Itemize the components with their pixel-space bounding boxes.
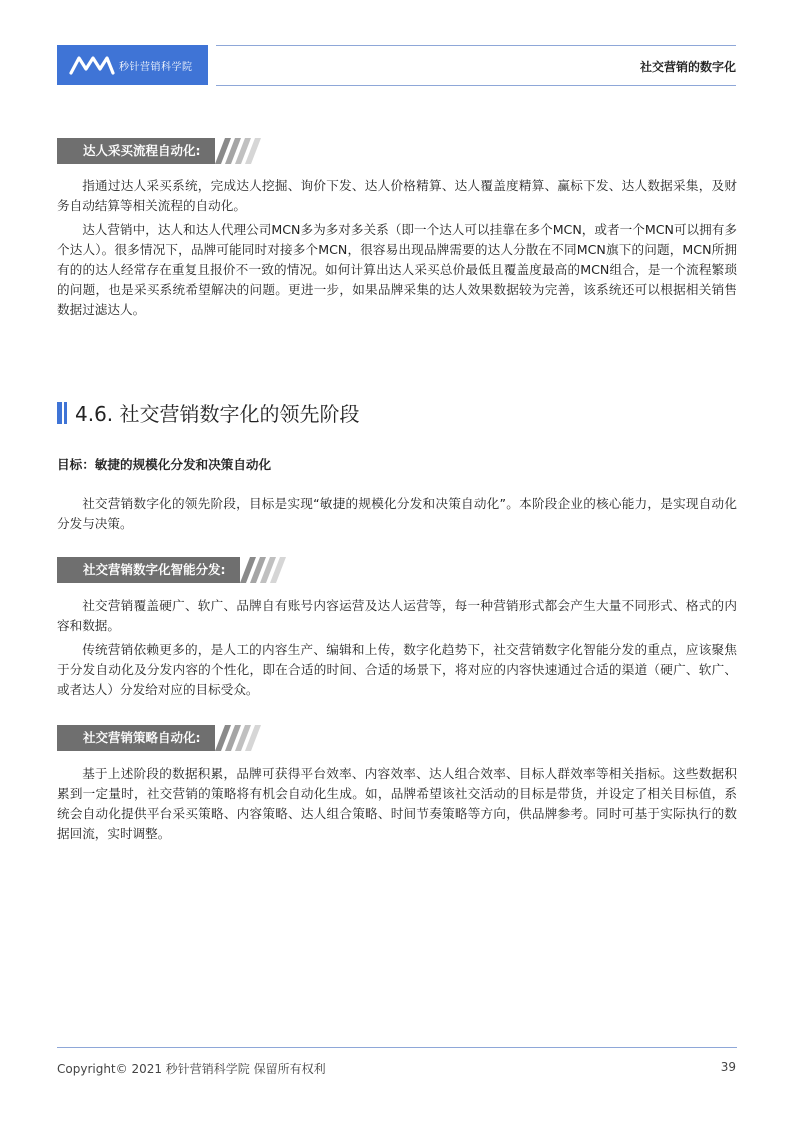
header-divider-bottom [216, 85, 736, 86]
section-bar-decoration [64, 402, 67, 424]
page-number: 39 [720, 1060, 736, 1074]
footer-copyright: Copyright© 2021 秒针营销科学院 保留所有权利 [57, 1062, 326, 1076]
section-title: 4.6. 社交营销数字化的领先阶段 [75, 402, 360, 426]
paragraph: 社交营销覆盖硬广、软广、品牌自有账号内容运营及达人运营等，每一种营销形式都会产生大量不同形式、格式的内容和数据。 [57, 598, 737, 633]
logo-text: 秒针营销科学院 [119, 61, 193, 73]
paragraph: 达人营销中，达人和达人代理公司MCN多为多对多关系（即一个达人可以挂靠在多个MCN，或者一个MCN可以拥有多个达人）。很多情况下，品牌可能同时对接多个MCN，很容易出现品牌需要的达人分散在不同MCN旗下的问题，MCN所拥有的的达人经常存在重复且报价不一致的情况。如何计算出达人采买总价最低且覆盖度最高的MCN组合，是一个流程繁琐的问题，也是采买系统希望解决的问题。更进一步，如果品牌采集的达人效果数据较为完善，该系统还可以根据相关销售数据过滤达人。 [57, 222, 737, 317]
paragraph: 基于上述阶段的数据积累，品牌可获得平台效率、内容效率、达人组合效率、目标人群效率等相关指标。这些数据积累到一定量时，社交营销的策略将有机会自动化生成。如，品牌希望该社交活动的目标是带货，并设定了相关目标值，系统会自动化提供平台采买策略、内容策略、达人组合策略、时间节奏策略等方向，供品牌参考。同时可基于实际执行的数据回流，实时调整。 [57, 766, 737, 841]
paragraph: 传统营销依赖更多的，是人工的内容生产、编辑和上传，数字化趋势下，社交营销数字化智能分发的重点，应该聚焦于分发自动化及分发内容的个性化，即在合适的时间、合适的场景下，将对应的内容快速通过合适的渠道（硬广、软广、或者达人）分发给对应的目标受众。 [57, 642, 737, 697]
paragraph: 指通过达人采买系统，完成达人挖掘、询价下发、达人价格精算、达人覆盖度精算、赢标下发、达人数据采集，及财务自动结算等相关流程的自动化。 [57, 178, 737, 213]
subsection-tag-label: 达人采买流程自动化: [57, 138, 215, 164]
subsection-tag [57, 557, 300, 583]
header-title: 社交营销的数字化 [639, 60, 736, 74]
logo-icon [69, 53, 115, 77]
logo [57, 45, 208, 85]
section-bar-decoration [57, 402, 62, 424]
stripes-decoration-icon [240, 557, 300, 583]
section-heading [57, 398, 360, 427]
subsection-tag-label: 社交营销数字化智能分发: [57, 557, 240, 583]
stripes-decoration-icon [215, 138, 275, 164]
subsection-tag-label: 社交营销策略自动化: [57, 725, 215, 751]
subsection-tag [57, 138, 275, 164]
section-goal: 目标：敏捷的规模化分发和决策自动化 [57, 457, 272, 472]
stripes-decoration-icon [215, 725, 275, 751]
footer-divider [57, 1047, 737, 1048]
subsection-tag [57, 725, 275, 751]
paragraph: 社交营销数字化的领先阶段，目标是实现“敏捷的规模化分发和决策自动化”。本阶段企业的核心能力，是实现自动化分发与决策。 [57, 496, 737, 531]
header-divider-top [216, 45, 736, 46]
